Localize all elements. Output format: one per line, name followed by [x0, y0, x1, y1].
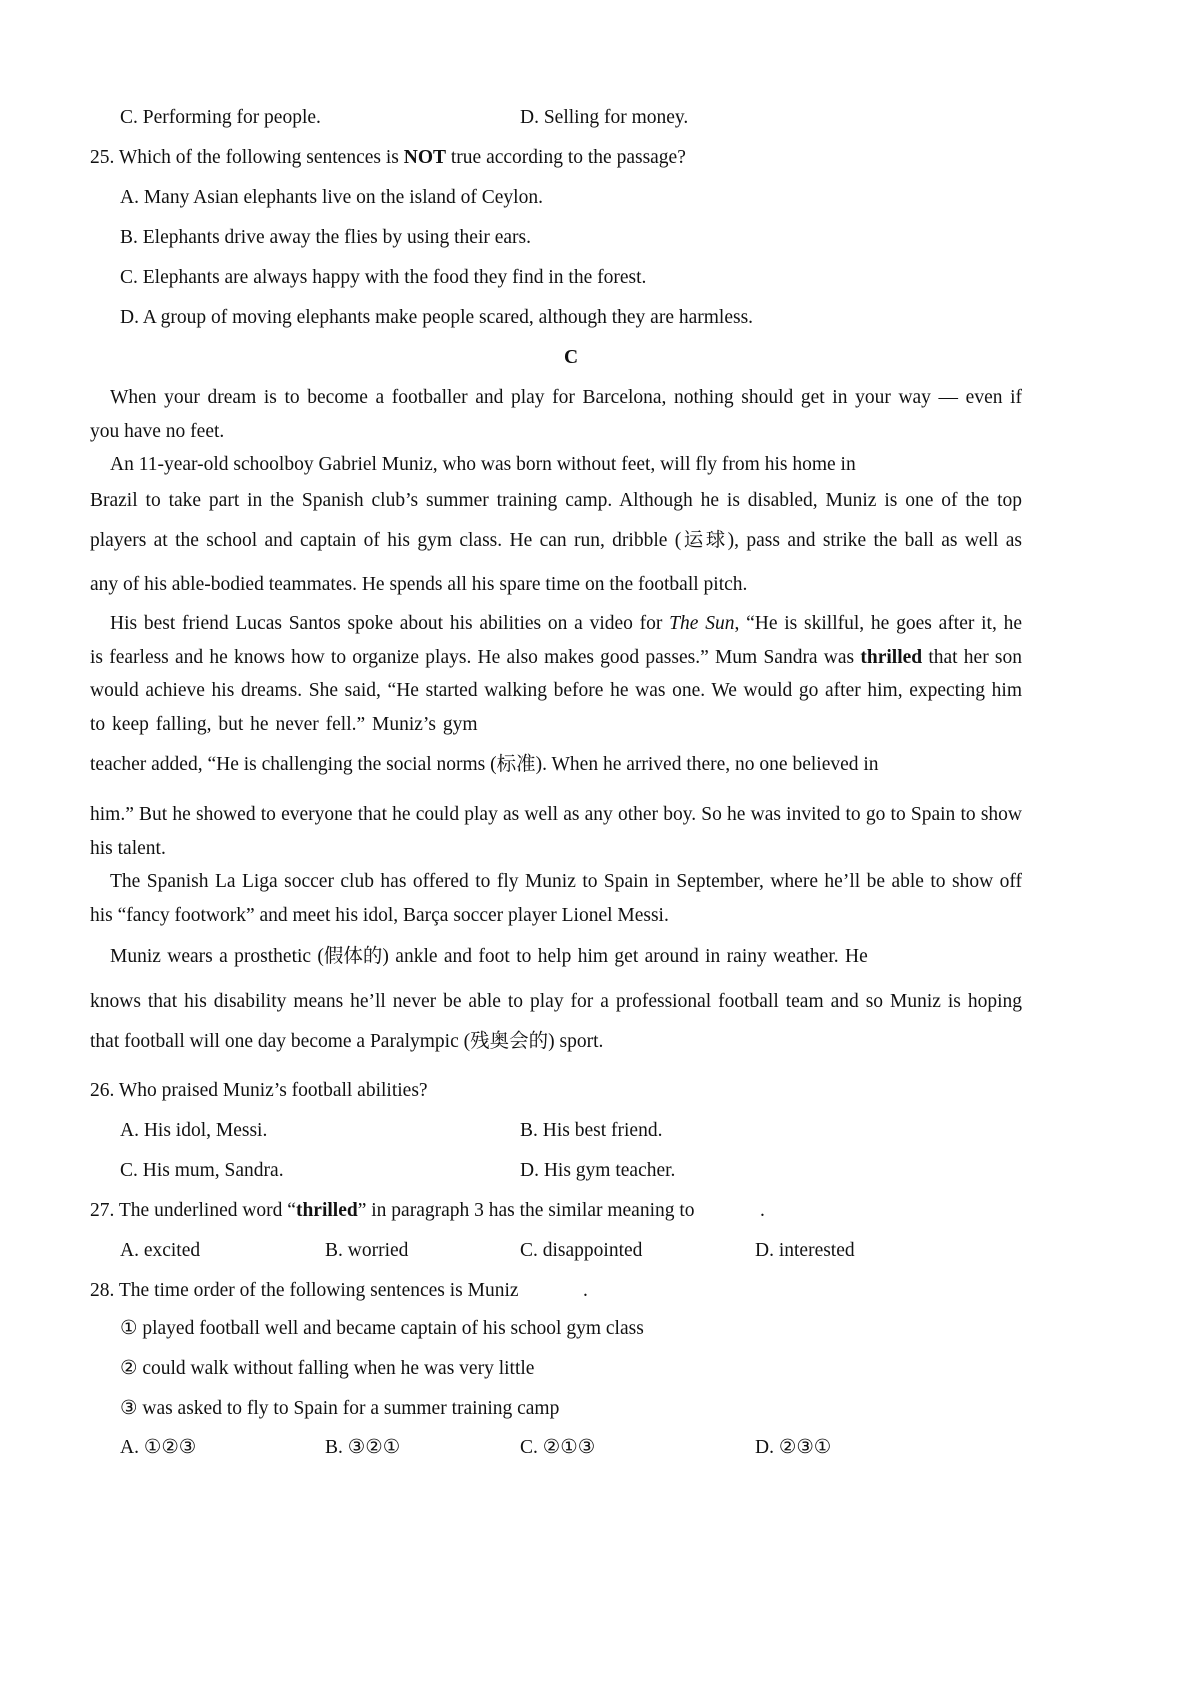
- passage-p2-line2: Brazil to take part in the Spanish club’s summer training camp. Although he is disabled, Muniz is one of the top: [90, 490, 1022, 511]
- q25-stem-pre: 25. Which of the following sentences is: [90, 147, 404, 168]
- passage-p5-line2: knows that his disability means he’ll never be able to play for a professional football team and so Muniz is hoping: [90, 991, 1022, 1012]
- passage-p3-line1-pre: His best friend Lucas Santos spoke about his abilities on a video for: [110, 613, 670, 634]
- q28-statement-1: ① played football well and became captain of his school gym class: [120, 1318, 644, 1339]
- newspaper-title: The Sun: [669, 613, 735, 634]
- q27-keyword: thrilled: [295, 1200, 358, 1221]
- q25-stem-emphasis: NOT: [403, 147, 447, 168]
- passage-p3-line7: his talent.: [90, 838, 166, 859]
- passage-p3-line4: to keep falling, but he never fell.” Muniz’s gym: [90, 714, 478, 735]
- q27-option-d: D. interested: [755, 1240, 855, 1261]
- passage-p5-line1: Muniz wears a prosthetic (假体的) ankle and foot to help him get around in rainy weather. He: [110, 946, 868, 967]
- q27-option-c: C. disappointed: [520, 1240, 643, 1261]
- passage-p1-line1: When your dream is to become a footballer and play for Barcelona, nothing should get in your way — even if: [110, 387, 1022, 408]
- passage-p3-line1-post: , “He is skillful, he goes after it, he: [734, 613, 1022, 634]
- q26-stem: 26. Who praised Muniz’s football abilities?: [90, 1080, 428, 1101]
- keyword-thrilled: thrilled: [860, 647, 923, 668]
- q28-blank-period: .: [583, 1280, 588, 1301]
- q26-option-d: D. His gym teacher.: [520, 1160, 676, 1181]
- passage-p3-line3: would achieve his dreams. She said, “He started walking before he was one. We would go after him, expecting him: [90, 680, 1022, 701]
- q28-option-a: A. ①②③: [120, 1437, 197, 1458]
- passage-p3-line1: [110, 612, 1022, 636]
- passage-p5-line3: that football will one day become a Paralympic (残奥会的) sport.: [90, 1031, 604, 1052]
- passage-p2-line3: players at the school and captain of his gym class. He can run, dribble (运球), pass and strike the ball as well as: [90, 530, 1022, 551]
- q28-option-b: B. ③②①: [325, 1437, 401, 1458]
- q26-option-c: C. His mum, Sandra.: [120, 1160, 284, 1181]
- q27-stem-pre: 27. The underlined word “: [90, 1200, 296, 1221]
- passage-p2-line4: any of his able-bodied teammates. He spends all his spare time on the football pitch.: [90, 574, 748, 595]
- q28-statement-2: ② could walk without falling when he was very little: [120, 1358, 535, 1379]
- passage-p3-line2-pre: is fearless and he knows how to organize plays. He also makes good passes.” Mum Sandra was: [90, 647, 861, 668]
- q24-option-c: C. Performing for people.: [120, 107, 321, 128]
- section-heading: C: [563, 347, 579, 368]
- passage-p4-line2: his “fancy footwork” and meet his idol, Barça soccer player Lionel Messi.: [90, 905, 669, 926]
- passage-p3-line2: [90, 646, 1022, 670]
- q27-stem-post: ” in paragraph 3 has the similar meaning to: [357, 1200, 695, 1221]
- q25-stem: [90, 146, 686, 170]
- passage-p3-line6: him.” But he showed to everyone that he could play as well as any other boy. So he was invited to go to Spain to show: [90, 804, 1022, 825]
- q25-option-d: D. A group of moving elephants make people scared, although they are harmless.: [120, 307, 754, 328]
- q25-option-c: C. Elephants are always happy with the food they find in the forest.: [120, 267, 647, 288]
- passage-p3-line5: teacher added, “He is challenging the social norms (标准). When he arrived there, no one believed in: [90, 754, 879, 775]
- q28-option-c: C. ②①③: [520, 1437, 596, 1458]
- q26-option-b: B. His best friend.: [520, 1120, 663, 1141]
- q27-option-a: A. excited: [120, 1240, 201, 1261]
- q28-statement-3: ③ was asked to fly to Spain for a summer training camp: [120, 1398, 560, 1419]
- passage-p4-line1: The Spanish La Liga soccer club has offered to fly Muniz to Spain in September, where he’ll be able to show off: [110, 871, 1022, 892]
- q25-option-a: A. Many Asian elephants live on the island of Ceylon.: [120, 187, 543, 208]
- q25-stem-post: true according to the passage?: [446, 147, 686, 168]
- passage-p1-line2: you have no feet.: [90, 421, 225, 442]
- q28-option-d: D. ②③①: [755, 1437, 832, 1458]
- q27-blank-period: .: [760, 1200, 765, 1221]
- q27-stem: [90, 1199, 695, 1223]
- passage-p3-line2-post: that her son: [922, 647, 1022, 668]
- q25-option-b: B. Elephants drive away the flies by using their ears.: [120, 227, 532, 248]
- q24-option-d: D. Selling for money.: [520, 107, 689, 128]
- passage-p2-line1: An 11-year-old schoolboy Gabriel Muniz, who was born without feet, will fly from his home in: [110, 454, 856, 475]
- q27-option-b: B. worried: [325, 1240, 409, 1261]
- q26-option-a: A. His idol, Messi.: [120, 1120, 268, 1141]
- q28-stem: 28. The time order of the following sentences is Muniz: [90, 1280, 519, 1301]
